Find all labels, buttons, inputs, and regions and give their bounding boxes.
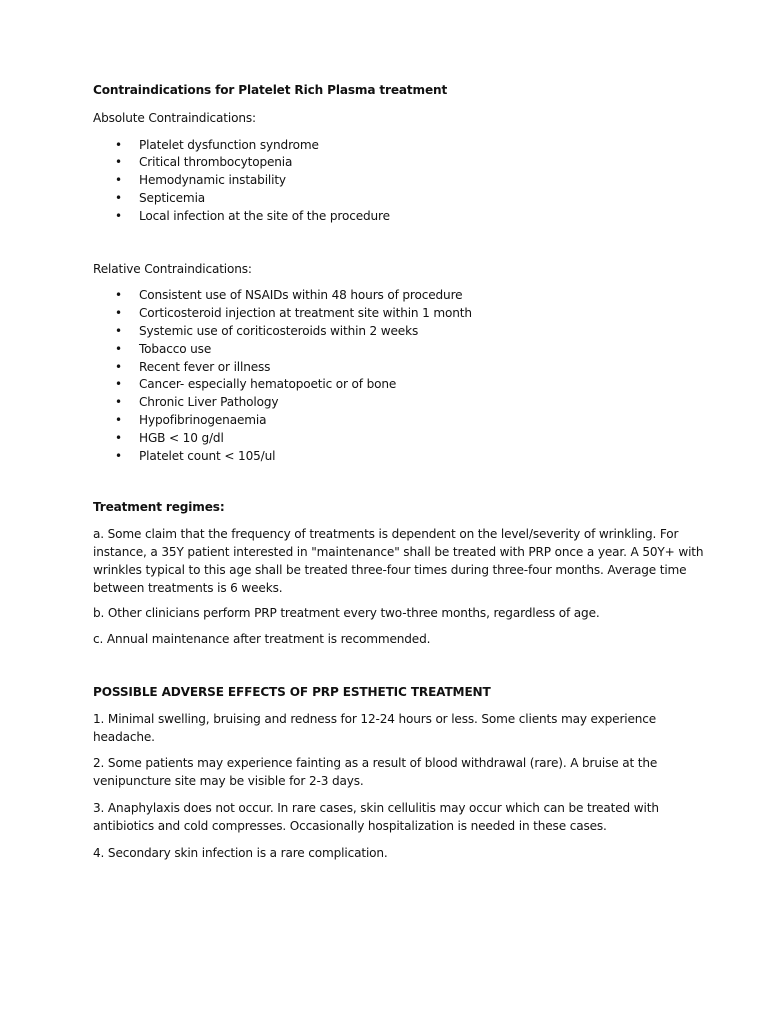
- list-item-text: Chronic Liver Pathology: [139, 395, 279, 410]
- list-item-text: Corticosteroid injection at treatment site within 1 month: [139, 306, 472, 321]
- bullet-icon: •: [115, 359, 122, 374]
- adverse-effect-3: 3. Anaphylaxis does not occur. In rare cases, skin cellulitis may occur which can be treated with antibiotics and cold compresses. Occasionally hospitalization is needed in these cases.: [93, 800, 659, 833]
- bullet-icon: •: [115, 155, 122, 170]
- document-page: [93, 80, 711, 862]
- bullet-icon: •: [115, 341, 122, 356]
- list-item: [93, 412, 711, 430]
- list-item-text: Hemodynamic instability: [139, 173, 286, 188]
- bullet-icon: •: [115, 190, 122, 205]
- bullet-icon: •: [115, 395, 122, 410]
- list-item-text: HGB < 10 g/dl: [139, 430, 224, 445]
- list-item-text: Critical thrombocytopenia: [139, 155, 293, 170]
- absolute-contraindications-label: Absolute Contraindications:: [93, 110, 256, 125]
- treatment-regimes-heading: Treatment regimes:: [93, 500, 225, 515]
- list-item: [93, 287, 711, 305]
- bullet-icon: •: [115, 377, 122, 392]
- list-item: [93, 305, 711, 323]
- adverse-effect-2: 2. Some patients may experience fainting as a result of blood withdrawal (rare). A bruise at the venipuncture site may be visible for 2-3 days.: [93, 756, 658, 789]
- list-item: [93, 172, 711, 190]
- list-item: [93, 341, 711, 359]
- list-item-text: Platelet count < 105/ul: [139, 448, 276, 463]
- bullet-icon: •: [115, 288, 122, 303]
- treatment-paragraph-b: b. Other clinicians perform PRP treatment every two-three months, regardless of age.: [93, 606, 600, 621]
- bullet-icon: •: [115, 412, 122, 427]
- list-item: [93, 208, 711, 226]
- bullet-icon: •: [115, 448, 122, 463]
- list-item: [93, 323, 711, 341]
- list-item: [93, 394, 711, 412]
- list-item-text: Hypofibrinogenaemia: [139, 412, 267, 427]
- list-item-text: Systemic use of coriticosteroids within 2 weeks: [139, 323, 419, 338]
- absolute-contraindications-list: [93, 137, 711, 226]
- list-item-text: Consistent use of NSAIDs within 48 hours of procedure: [139, 288, 463, 303]
- relative-contraindications-label: Relative Contraindications:: [93, 261, 252, 276]
- list-item-text: Septicemia: [139, 190, 206, 205]
- list-item-text: Local infection at the site of the procedure: [139, 208, 390, 223]
- list-item: [93, 448, 711, 466]
- list-item-text: Cancer- especially hematopoetic or of bone: [139, 377, 397, 392]
- bullet-icon: •: [115, 323, 122, 338]
- bullet-icon: •: [115, 137, 122, 152]
- list-item-text: Tobacco use: [139, 341, 212, 356]
- bullet-icon: •: [115, 173, 122, 188]
- list-item: [93, 359, 711, 377]
- list-item: [93, 190, 711, 208]
- list-item-text: Platelet dysfunction syndrome: [139, 137, 319, 152]
- adverse-effect-4: 4. Secondary skin infection is a rare complication.: [93, 845, 388, 860]
- list-item: [93, 137, 711, 155]
- bullet-icon: •: [115, 306, 122, 321]
- adverse-effect-1: 1. Minimal swelling, bruising and redness for 12-24 hours or less. Some clients may experience headache.: [93, 711, 657, 744]
- bullet-icon: •: [115, 208, 122, 223]
- list-item: [93, 376, 711, 394]
- document-title: Contraindications for Platelet Rich Plasma treatment: [93, 83, 448, 97]
- relative-contraindications-list: [93, 287, 711, 465]
- treatment-paragraph-a: a. Some claim that the frequency of treatments is dependent on the level/severity of wrinkling. For instance, a 35Y patient interested in "maintenance" shall be treated with PRP once a year. A 50Y+ with wrinkles typical to this age shall be treated three-four times during three-four months. Average time between treatments is 6 weeks.: [93, 527, 704, 595]
- list-item: [93, 154, 711, 172]
- treatment-paragraph-c: c. Annual maintenance after treatment is recommended.: [93, 632, 431, 647]
- bullet-icon: •: [115, 430, 122, 445]
- list-item-text: Recent fever or illness: [139, 359, 271, 374]
- adverse-effects-heading: POSSIBLE ADVERSE EFFECTS OF PRP ESTHETIC TREATMENT: [93, 684, 491, 699]
- list-item: [93, 430, 711, 448]
